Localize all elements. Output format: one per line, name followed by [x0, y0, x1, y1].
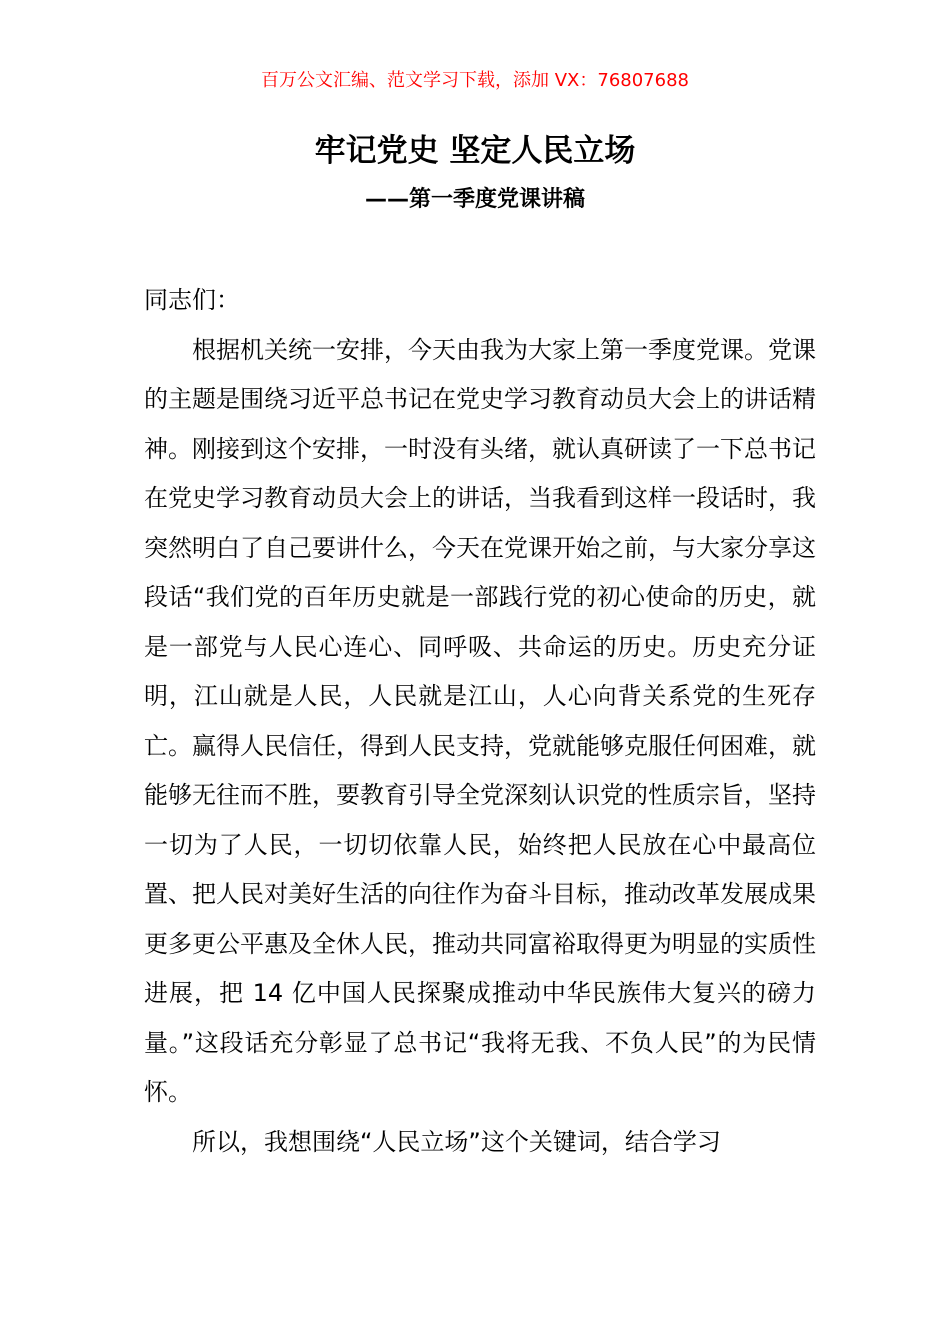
paragraph-1: 根据机关统一安排，今天由我为大家上第一季度党课。党课的主题是围绕习近平总书记在党史学习教育动员大会上的讲话精神。刚接到这个安排，一时没有头绪，就认真研读了一下总书记在党史学习教育动员大会上的讲话，当我看到这样一段话时，我突然明白了自己要讲什么，今天在党课开始之前，与大家分享这段话“我们党的百年历史就是一部践行党的初心使命的历史，就是一部党与人民心连心、同呼吸、共命运的历史。历史充分证明，江山就是人民，人民就是江山，人心向背关系党的生死存亡。赢得人民信任，得到人民支持，党就能够克服任何困难，就能够无往而不胜，要教育引导全党深刻认识党的性质宗旨，坚持一切为了人民，一切切依靠人民，始终把人民放在心中最高位置、把人民对美好生活的向往作为奋斗目标，推动改革发展成果更多更公平惠及全休人民，推动共同富裕取得更为明显的实质性进展，把 14 亿中国人民探聚成推动中华民族伟大复兴的磅力量。”这段话充分彰显了总书记“我将无我、不负人民”的为民情怀。: [144, 335, 816, 1106]
salutation: 同志们：: [144, 286, 240, 314]
header-note: 百万公文汇编、范文学习下载，添加 VX：76807688: [261, 70, 689, 91]
document-title: 牢记党史 坚定人民立场: [314, 133, 636, 169]
paragraph-2: 所以，我想围绕“人民立场”这个关键词，结合学习: [192, 1127, 721, 1156]
document-subtitle: ——第一季度党课讲稿: [364, 187, 585, 212]
document-body: [144, 276, 816, 1167]
